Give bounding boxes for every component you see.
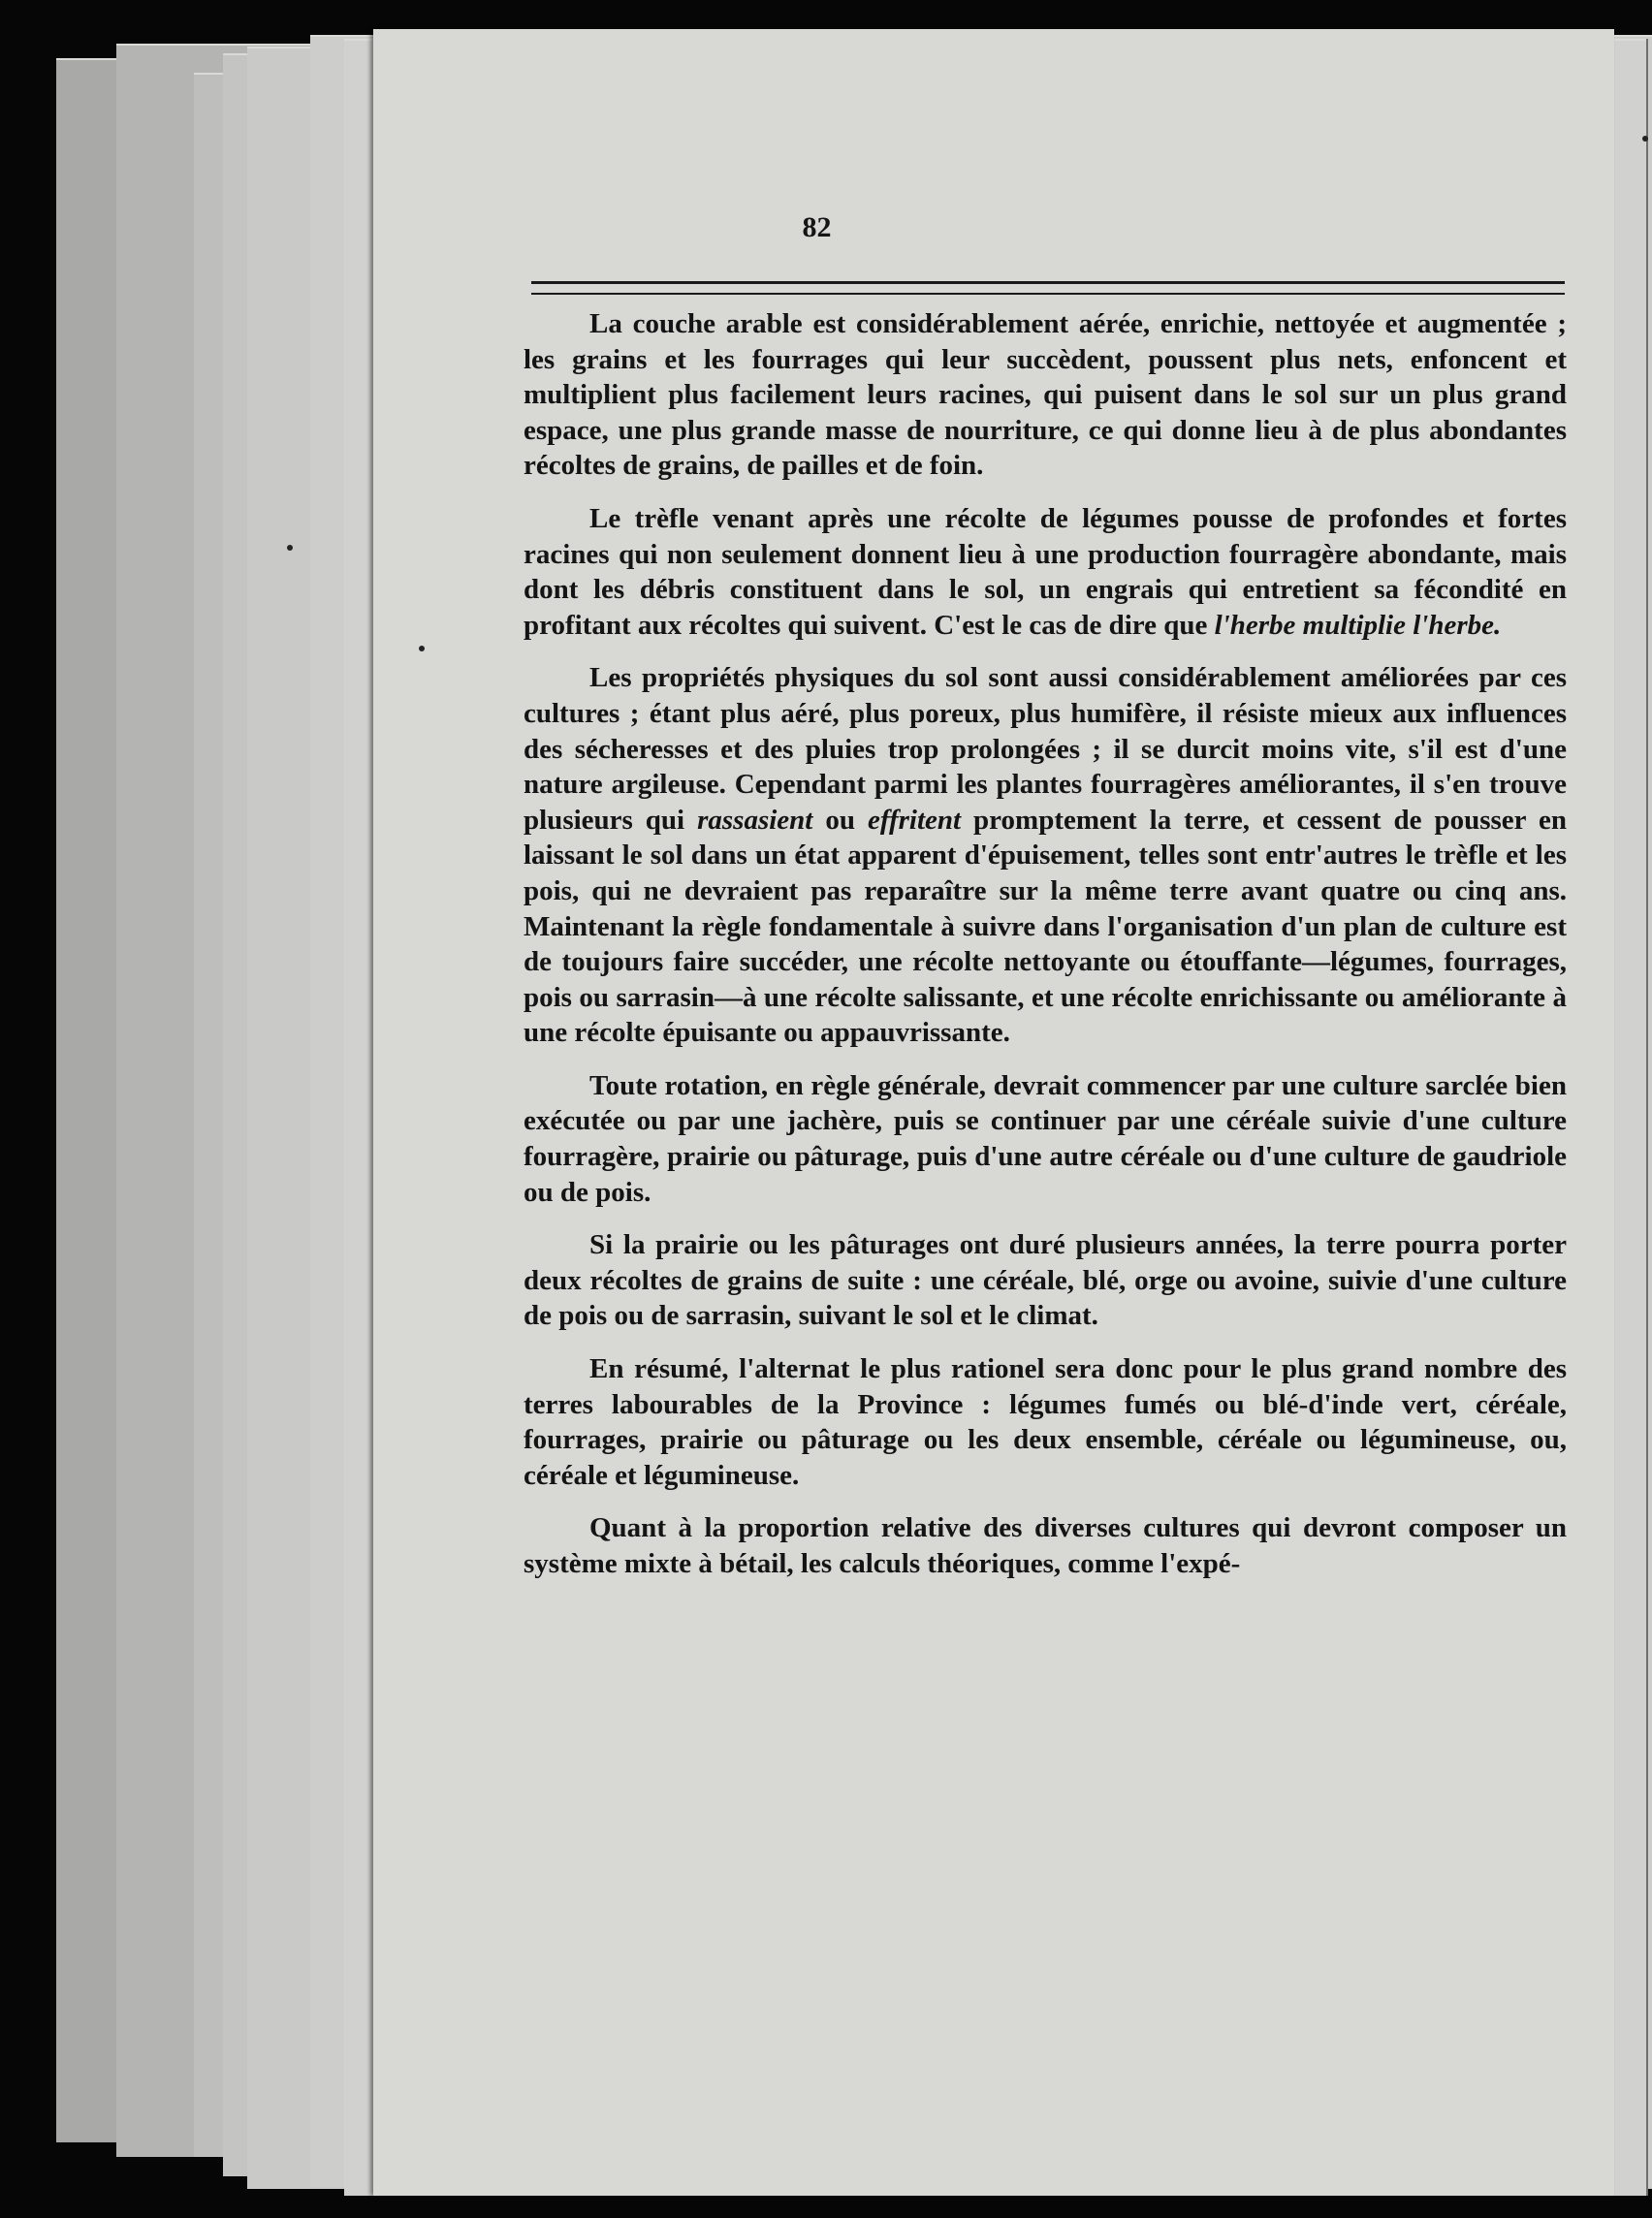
ink-speck (419, 646, 425, 651)
paragraph-text: En résumé, l'alternat le plus rationel sera donc pour le plus grand nombre des terres labourables de la Province : légumes fumés ou blé-d'inde vert, céréale, fourrages, prairie ou pâturage ou les deux ensemble, céréale ou légumineuse, ou, céréale et légumineuse. (524, 1353, 1567, 1491)
paragraph-text: Si la prairie ou les pâturages ont duré plusieurs années, la terre pourra porter deux récoltes de grains de suite : une céréale, blé, orge ou avoine, suivie d'une culture de pois ou de sarrasin, suivant le sol et le climat. (524, 1229, 1567, 1332)
paragraph (524, 660, 1567, 1051)
page-number: 82 (802, 211, 832, 243)
italic-word: effritent (867, 804, 962, 836)
italic-word: rassasient (697, 804, 813, 836)
paragraph (524, 306, 1567, 484)
paragraph-text: promptement la terre, et cessent de pousser en laissant le sol dans un état apparent d'épuisement, telles sont entr'autres le trèfle et les pois, qui ne devraient pas reparaître sur la même terre avant quatre ou cinq ans. Maintenant la règle fondamentale à suivre dans l'organisation d'un plan de culture est de toujours faire succéder, une récolte nettoyante ou étouffante—légumes, fourrages, pois ou sarrasin—à une récolte salissante, et une récolte enrichissante ou améliorante à une récolte épuisante ou appauvrissante. (524, 804, 1567, 1049)
ink-speck (287, 545, 293, 551)
header-rule (531, 281, 1565, 295)
paragraph (524, 1351, 1567, 1493)
paragraph-text: Le trèfle venant après une récolte de légumes pousse de profondes et fortes racines qui non seulement donnent lieu à une production fourragère abondante, mais dont les débris constituent dans le sol, un engrais qui entretient sa fécondité en profitant aux récoltes qui suivent. C'est le cas de dire que (524, 502, 1567, 641)
paragraph (524, 501, 1567, 643)
ink-speck (1642, 136, 1648, 142)
paragraph-text: ou (812, 804, 868, 836)
italic-phrase: l'herbe multiplie l'herbe. (1214, 609, 1502, 641)
paragraph-text: La couche arable est considérablement aérée, enrichie, nettoyée et augmentée ; les grains et les fourrages qui leur succèdent, poussent plus nets, enfoncent et multiplient plus facilement leurs racines, qui puisent dans le sol sur un plus grand espace, une plus grande masse de nourriture, ce qui donne lieu à de plus abondantes récoltes de grains, de pailles et de foin. (524, 308, 1567, 482)
paragraph-text: Toute rotation, en règle générale, devrait commencer par une culture sarclée bien exécutée ou par une jachère, puis se continuer par une céréale suivie d'une culture fourragère, prairie ou pâturage, puis d'une autre céréale ou d'une culture de gaudriole ou de pois. (524, 1069, 1567, 1208)
paragraph (524, 1068, 1567, 1210)
paragraph-text: Les propriétés physiques du sol sont aussi considérablement améliorées par ces cultures ; étant plus aéré, plus poreux, plus humifère, il résiste mieux aux influences des sécheresses et des pluies trop prolongées ; il se durcit moins vite, s'il est d'une nature argileuse. Cependant parmi les plantes fourragères améliorantes, il s'en trouve plusieurs qui (524, 662, 1567, 836)
paragraph (524, 1510, 1567, 1581)
paragraph (524, 1227, 1567, 1334)
paragraph-text: Quant à la proportion relative des diverses cultures qui devront composer un système mixte à bétail, les calculs théoriques, comme l'expé- (524, 1512, 1567, 1579)
body-text (524, 306, 1567, 1600)
